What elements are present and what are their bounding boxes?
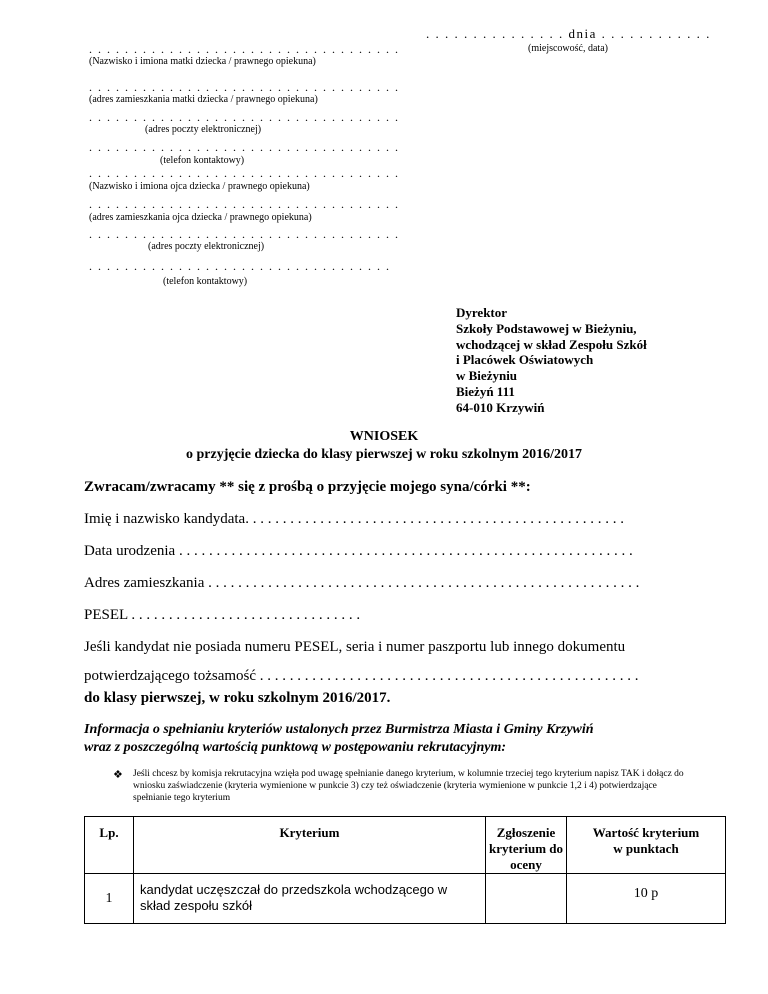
addressee-block xyxy=(456,305,647,416)
row-lp: 1 xyxy=(85,874,134,924)
header-wartosc: Wartość kryterium w punktach xyxy=(567,817,726,874)
header-zgloszenie: Zgłoszenie kryterium do oceny xyxy=(486,817,567,874)
row-zgloszenie-input[interactable] xyxy=(486,874,567,924)
mother-email-field[interactable]: . . . . . . . . . . . . . . . . . . . . . . . . . . . . . . . . . . . xyxy=(89,110,400,124)
mother-phone-field[interactable]: . . . . . . . . . . . . . . . . . . . . . . . . . . . . . . . . . . . xyxy=(89,140,400,154)
addressee-line: w Bieżyniu xyxy=(456,368,518,384)
father-phone-caption: (telefon kontaktowy) xyxy=(163,276,248,287)
candidate-pesel-field[interactable]: PESEL . . . . . . . . . . . . . . . . . . . . . . . . . . . . . . . xyxy=(84,607,361,623)
mother-name-caption: (Nazwisko i imiona matki dziecka / prawnego opiekuna) xyxy=(89,56,316,67)
no-pesel-instruction: Jeśli kandydat nie posiada numeru PESEL, seria i numer paszportu lub innego dokumentu xyxy=(84,639,626,655)
mother-name-field[interactable]: . . . . . . . . . . . . . . . . . . . . . . . . . . . . . . . . . . . xyxy=(89,42,400,56)
header-lp: Lp. xyxy=(85,817,134,874)
mother-address-caption: (adres zamieszkania matki dziecka / prawnego opiekuna) xyxy=(89,94,318,105)
place-date-caption: (miejscowość, data) xyxy=(528,43,608,54)
father-email-caption: (adres poczty elektronicznej) xyxy=(148,241,265,252)
father-address-caption: (adres zamieszkania ojca dziecka / prawnego opiekuna) xyxy=(89,212,312,223)
addressee-line: Dyrektor xyxy=(456,305,508,320)
father-name-caption: (Nazwisko i imiona ojca dziecka / prawnego opiekuna) xyxy=(89,181,310,192)
request-line: Zwracam/zwracamy ** się z prośbą o przyjęcie mojego syna/córki **: xyxy=(84,479,531,495)
document-title: WNIOSEK xyxy=(349,429,419,444)
father-name-field[interactable]: . . . . . . . . . . . . . . . . . . . . . . . . . . . . . . . . . . . xyxy=(89,166,400,180)
criteria-note: Jeśli chcesz by komisja rekrutacyjna wzięła pod uwagę spełnianie danego kryterium, w kolumnie trzeciej tego kryterium napisz TAK i dołącz do wniosku zaświadczenie (kryteria wymienione w punkcie 3) czy też oświadczenie (kryteria wymienione w punkcie 1,2 i 4) potwierdzające spełnianie tego kryterium xyxy=(133,769,684,803)
row-kryterium: kandydat uczęszczał do przedszkola wchodzącego w skład zespołu szkół xyxy=(134,874,486,924)
header-kryterium: Kryterium xyxy=(134,817,486,874)
addressee-line: Szkoły Podstawowej w Bieżyniu, xyxy=(456,320,637,336)
candidate-name-field[interactable]: Imię i nazwisko kandydata. . . . . . . . . . . . . . . . . . . . . . . . . . . . . . . . . . . . . . . . . . . . . . . . . . . xyxy=(84,511,624,527)
class-year-line: do klasy pierwszej, w roku szkolnym 2016/2017. xyxy=(84,690,391,706)
row-punkty: 10 p xyxy=(567,874,726,924)
criteria-info-line2: wraz z poszczególną wartością punktową w postępowaniu rekrutacyjnym: xyxy=(84,740,507,755)
document-subtitle: o przyjęcie dziecka do klasy pierwszej w roku szkolnym 2016/2017 xyxy=(186,447,582,462)
criteria-info-line1: Informacja o spełnianiu kryteriów ustalonych przez Burmistrza Miasta i Gminy Krzywiń xyxy=(84,722,594,737)
candidate-address-field[interactable]: Adres zamieszkania . . . . . . . . . . . . . . . . . . . . . . . . . . . . . . . . . . . . . . . . . . . . . . . . . . . . . . . . . . xyxy=(84,575,640,591)
addressee-line: i Placówek Oświatowych xyxy=(456,352,594,368)
table-header-row xyxy=(85,817,726,874)
mother-email-caption: (adres poczty elektronicznej) xyxy=(145,124,262,135)
father-email-field[interactable]: . . . . . . . . . . . . . . . . . . . . . . . . . . . . . . . . . . . xyxy=(89,227,400,241)
mother-phone-caption: (telefon kontaktowy) xyxy=(160,155,245,166)
criteria-table xyxy=(84,816,726,924)
diamond-bullet-icon: ❖ xyxy=(113,769,123,781)
addressee-line: Bieżyń 111 xyxy=(456,383,515,399)
place-date-field[interactable]: . . . . . . . . . . . . . . . dnia . . . . . . . . . . . . xyxy=(426,26,711,41)
father-phone-field[interactable]: . . . . . . . . . . . . . . . . . . . . . . . . . . . . . . . . . . xyxy=(89,259,391,273)
mother-address-field[interactable]: . . . . . . . . . . . . . . . . . . . . . . . . . . . . . . . . . . . xyxy=(89,80,400,94)
father-address-field[interactable]: . . . . . . . . . . . . . . . . . . . . . . . . . . . . . . . . . . . xyxy=(89,197,400,211)
addressee-line: wchodzącej w skład Zespołu Szkół xyxy=(456,336,647,352)
table-row xyxy=(85,874,726,924)
addressee-line: 64-010 Krzywiń xyxy=(456,399,545,415)
identity-document-field[interactable]: potwierdzającego tożsamość . . . . . . . . . . . . . . . . . . . . . . . . . . . . . . . . . . . . . . . . . . . . . . . . . . . xyxy=(84,668,639,684)
candidate-birthdate-field[interactable]: Data urodzenia . . . . . . . . . . . . . . . . . . . . . . . . . . . . . . . . . . . . . . . . . . . . . . . . . . . . . . . . . . . . . xyxy=(84,543,633,559)
